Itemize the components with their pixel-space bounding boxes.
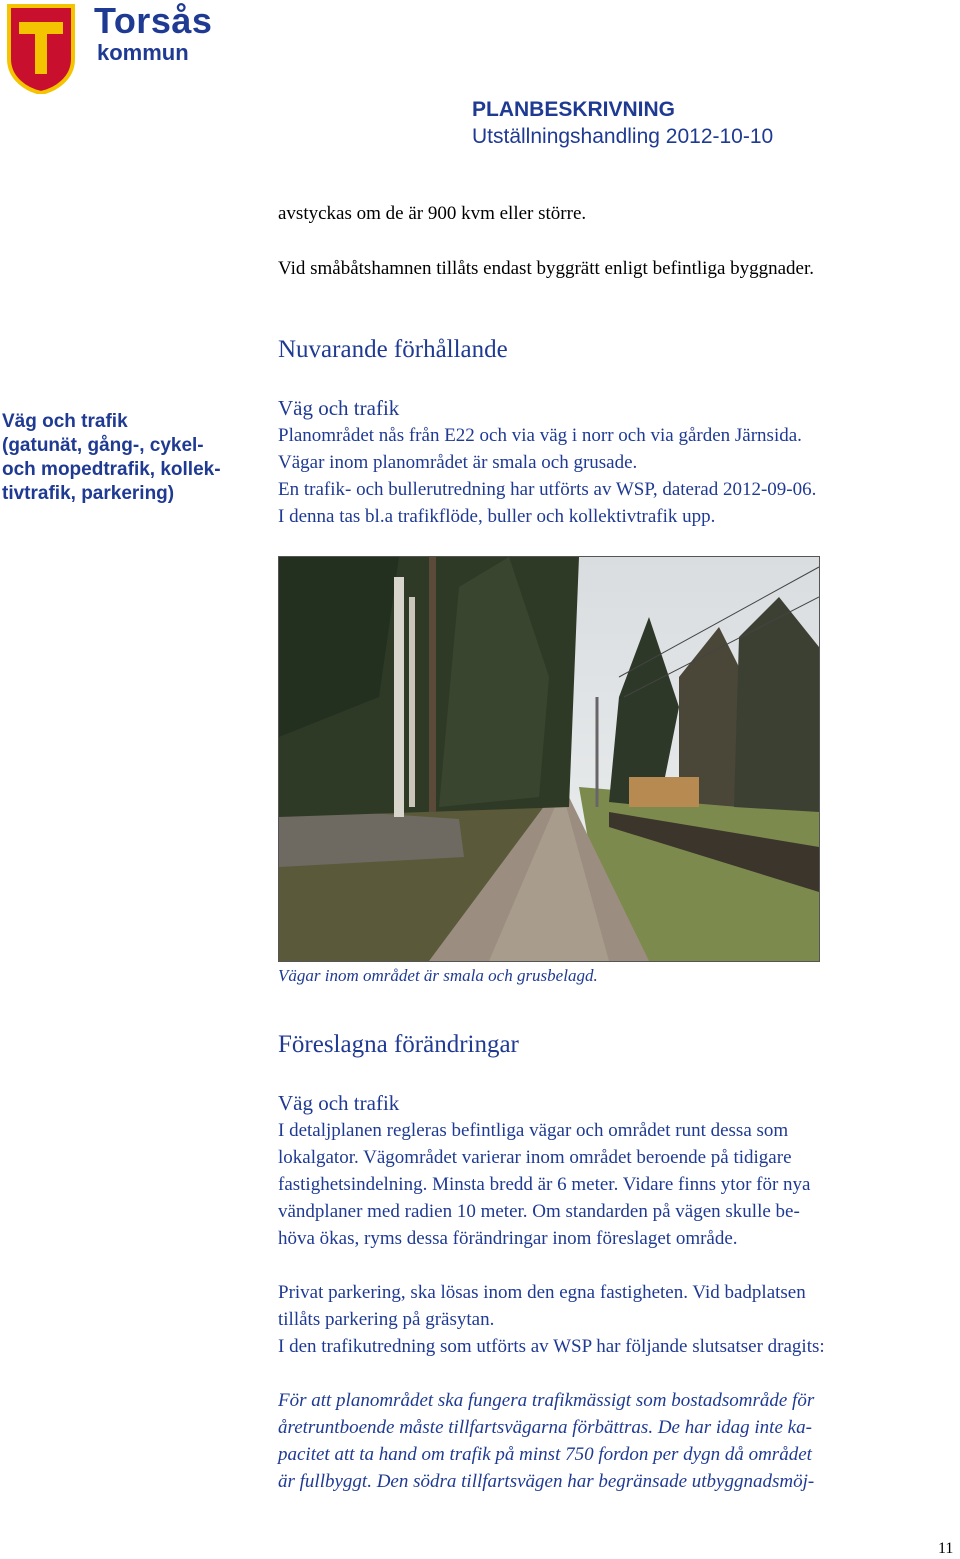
- logo-name: Torsås: [94, 0, 213, 41]
- current-text-line: En trafik- och bullerutredning har utförts av WSP, daterad 2012-09-06.: [278, 479, 817, 500]
- side-label: [2, 410, 252, 506]
- photo-caption: Vägar inom området är smala och grusbelagd.: [278, 966, 598, 985]
- proposed-paragraph-2: [278, 1279, 825, 1360]
- intro-line-1: avstyckas om de är 900 kvm eller större.: [278, 203, 587, 224]
- paragraph-line: I detaljplanen regleras befintliga vägar och området runt dessa som: [278, 1120, 789, 1141]
- side-label-line: tivtrafik, parkering): [2, 483, 175, 504]
- side-label-line: och mopedtrafik, kollek-: [2, 459, 221, 480]
- road-photo: [278, 556, 820, 962]
- logo-sub: kommun: [97, 40, 189, 65]
- paragraph-line: tillåts parkering på gräsytan.: [278, 1309, 495, 1330]
- section-heading-proposed: Föreslagna förändringar: [278, 1031, 519, 1058]
- current-text-line: I denna tas bl.a trafikflöde, buller och kollektivtrafik upp.: [278, 506, 716, 527]
- subheading-proposed: Väg och trafik: [278, 1091, 400, 1115]
- section-heading-current: Nuvarande förhållande: [278, 336, 508, 363]
- intro-line-2: Vid småbåtshamnen tillåts endast byggrätt enligt befintliga byggnader.: [278, 258, 815, 279]
- paragraph-line: lokalgator. Vägområdet varierar inom området beroende på tidigare: [278, 1147, 792, 1168]
- paragraph-line: I den trafikutredning som utförts av WSP har följande slutsatser dragits:: [278, 1336, 825, 1357]
- document-title: PLANBESKRIVNING: [472, 98, 676, 121]
- document-subtitle: Utställningshandling 2012-10-10: [472, 125, 774, 148]
- paragraph-line: fastighetsindelning. Minsta bredd är 6 meter. Vidare finns ytor för nya: [278, 1174, 811, 1195]
- paragraph-line: Privat parkering, ska lösas inom den egna fastigheten. Vid badplatsen: [278, 1282, 806, 1303]
- side-label-line: Väg och trafik: [2, 411, 128, 432]
- current-text: [278, 422, 816, 530]
- current-text-line: Vägar inom planområdet är smala och grusade.: [278, 452, 638, 473]
- quote-line: är fullbyggt. Den södra tillfartsvägen har begränsade utbyggnadsmöj-: [278, 1471, 815, 1492]
- municipality-logo: [5, 4, 77, 94]
- paragraph-line: vändplaner med radien 10 meter. Om standarden på vägen skulle be-: [278, 1201, 800, 1222]
- current-text-line: Planområdet nås från E22 och via väg i norr och via gården Järnsida.: [278, 425, 802, 446]
- proposed-paragraph-1: [278, 1117, 811, 1252]
- quote-line: åretruntboende måste tillfartsvägarna förbättras. De har idag inte ka-: [278, 1417, 812, 1438]
- side-label-line: (gatunät, gång-, cykel-: [2, 435, 204, 456]
- page-number: 11: [938, 1540, 954, 1557]
- paragraph-line: höva ökas, ryms dessa förändringar inom föreslaget område.: [278, 1228, 738, 1249]
- proposed-quote: [278, 1387, 814, 1495]
- quote-line: För att planområdet ska fungera trafikmässigt som bostadsområde för: [278, 1390, 815, 1411]
- subheading-current: Väg och trafik: [278, 396, 400, 420]
- quote-line: pacitet att ta hand om trafik på minst 750 fordon per dygn då området: [278, 1444, 812, 1465]
